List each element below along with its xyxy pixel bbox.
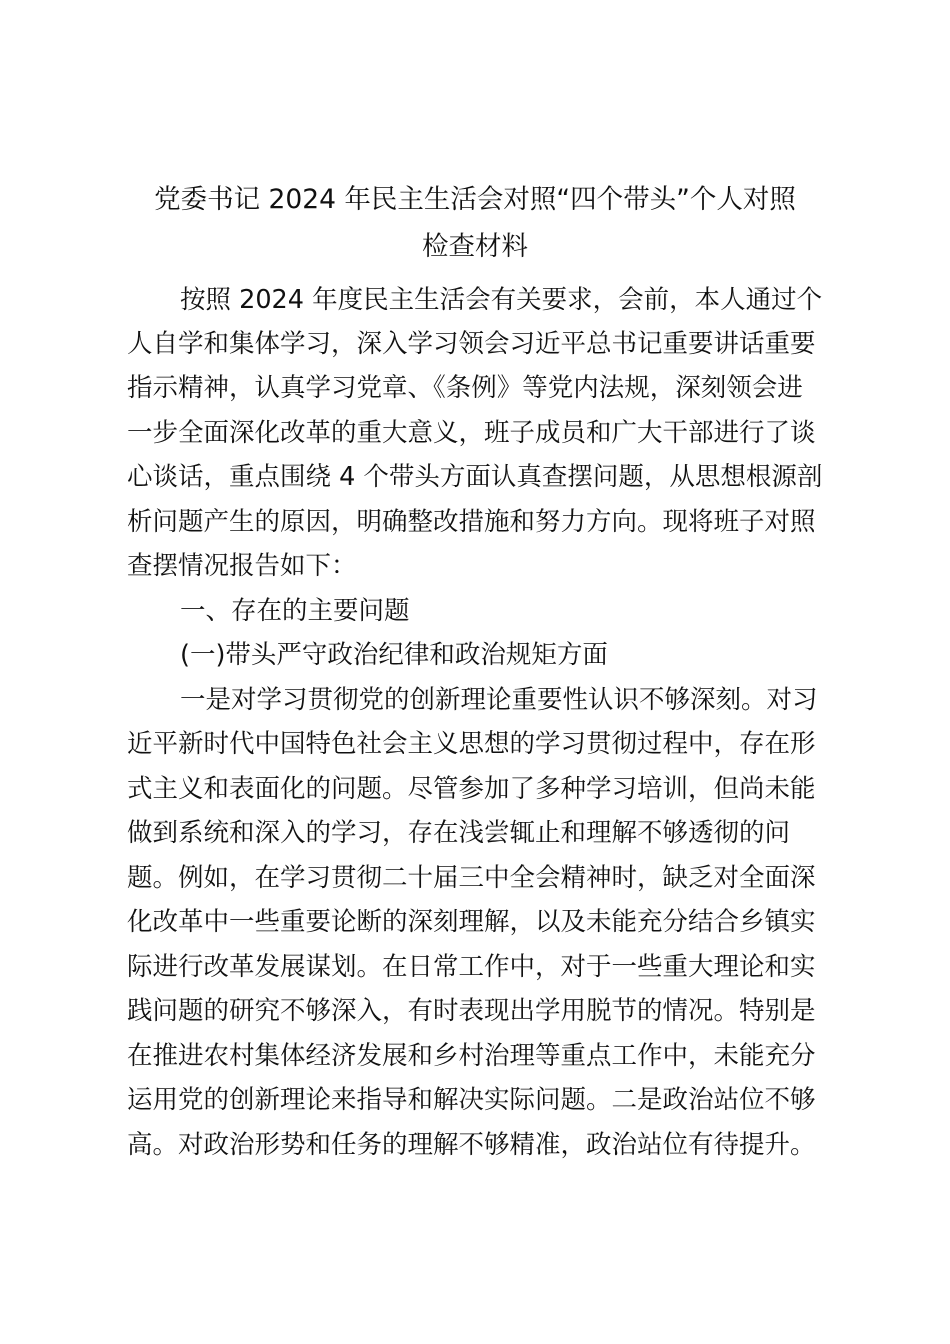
body-line: 高。对政治形势和任务的理解不够精准，政治站位有待提升。 [127,1130,816,1160]
body-line: 指示精神，认真学习党章、《条例》等党内法规，深刻领会进 [127,373,803,403]
body-line: 在推进农村集体经济发展和乡村治理等重点工作中，未能充分 [127,1041,816,1071]
body-line: 近平新时代中国特色社会主义思想的学习贯彻过程中，存在形 [127,729,816,759]
document-title-line-2: 检查材料 [422,231,528,262]
body-line: 化改革中一些重要论断的深刻理解，以及未能充分结合乡镇实 [127,907,816,937]
body-line: 析问题产生的原因，明确整改措施和努力方向。现将班子对照 [127,507,816,537]
body-line: 践问题的研究不够深入，有时表现出学用脱节的情况。特别是 [127,996,816,1026]
body-line: 一是对学习贯彻党的创新理论重要性认识不够深刻。对习 [180,685,818,715]
body-line: 一步全面深化改革的重大意义，班子成员和广大干部进行了谈 [127,418,816,448]
body-line: 查摆情况报告如下： [127,551,357,581]
body-line: 按照 2024 年度民主生活会有关要求，会前，本人通过个 [180,285,823,315]
body-line: 人自学和集体学习，深入学习领会习近平总书记重要讲话重要 [127,329,816,359]
subsection-heading: (一)带头严守政治纪律和政治规矩方面 [180,640,608,670]
document-title-line-1: 党委书记 2024 年民主生活会对照“四个带头”个人对照 [154,184,796,215]
body-line: 际进行改革发展谋划。在日常工作中，对于一些重大理论和实 [127,952,816,982]
body-line: 式主义和表面化的问题。尽管参加了多种学习培训，但尚未能 [127,774,816,804]
body-line: 题。例如，在学习贯彻二十届三中全会精神时，缺乏对全面深 [127,863,816,893]
section-heading: 一、存在的主要问题 [180,596,410,626]
body-line: 运用党的创新理论来指导和解决实际问题。二是政治站位不够 [127,1085,816,1115]
body-line: 做到系统和深入的学习，存在浅尝辄止和理解不够透彻的问 [127,818,791,848]
body-line: 心谈话，重点围绕 4 个带头方面认真查摆问题，从思想根源剖 [127,462,823,492]
